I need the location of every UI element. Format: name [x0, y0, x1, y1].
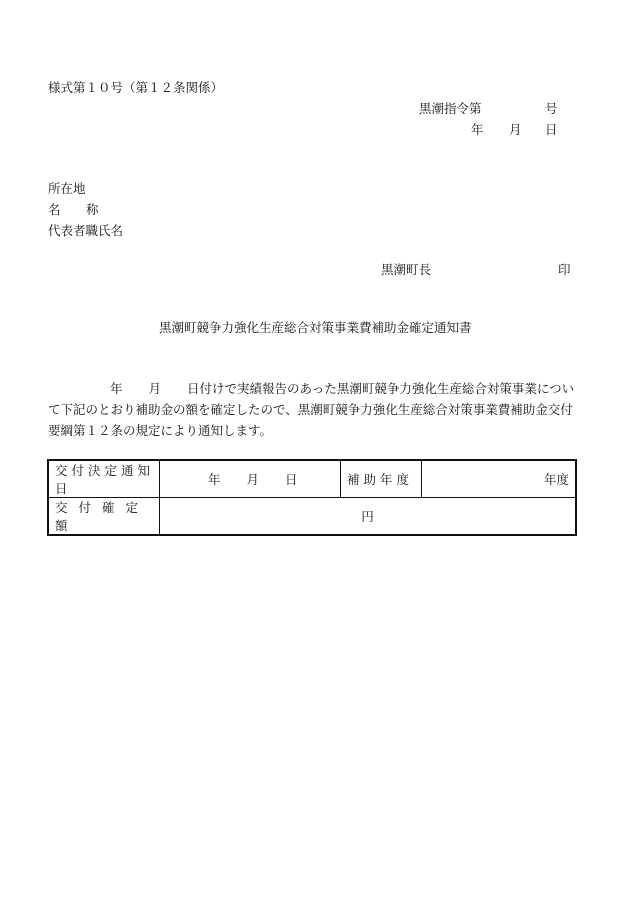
- document-number-suffix: 号: [545, 101, 558, 116]
- date-month: 月: [509, 122, 522, 137]
- decision-date-year: 年: [208, 472, 221, 487]
- document-number-prefix: 黒潮指令第: [419, 101, 482, 116]
- subsidy-year-value: 年度: [422, 460, 577, 498]
- decision-date-label: 交付決定通知日: [48, 460, 160, 498]
- body-line-1: [48, 378, 582, 399]
- document-title: 黒潮町競争力強化生産総合対策事業費補助金確定通知書: [159, 320, 472, 335]
- confirmed-amount-label: 交付確定額: [48, 498, 160, 536]
- subsidy-year-label: 補助年度: [341, 460, 422, 498]
- body-month: 月: [148, 381, 162, 396]
- body-year: 年: [110, 381, 123, 396]
- body-paragraph: [48, 378, 582, 441]
- form-number: 様式第１０号（第１２条関係）: [48, 80, 224, 95]
- table-row: [48, 498, 576, 536]
- body-line-1-text: 日付けで実績報告のあった黒潮町競争力強化生産総合対策事業につい: [187, 381, 575, 396]
- date-day: 日: [545, 122, 558, 137]
- date-year: 年: [471, 122, 484, 137]
- decision-date-month: 月: [246, 472, 260, 487]
- body-line-3: 要綱第１２条の規定により通知します。: [48, 423, 273, 438]
- address-label: 所在地: [48, 181, 86, 196]
- body-line-2: て下記のとおり補助金の額を確定したので、黒潮町競争力強化生産総合対策事業費補助金交付: [48, 402, 573, 417]
- representative-label: 代表者職氏名: [48, 223, 124, 238]
- decision-date-value: [160, 460, 341, 498]
- table-row: [48, 460, 576, 498]
- seal-mark: 印: [558, 262, 571, 277]
- decision-date-day: 日: [285, 472, 298, 487]
- details-table: [47, 459, 577, 536]
- sender-title: 黒潮町長: [381, 262, 432, 277]
- confirmed-amount-value: 円: [160, 498, 577, 536]
- name-label-2: 称: [86, 202, 99, 217]
- name-label-1: 名: [48, 202, 61, 217]
